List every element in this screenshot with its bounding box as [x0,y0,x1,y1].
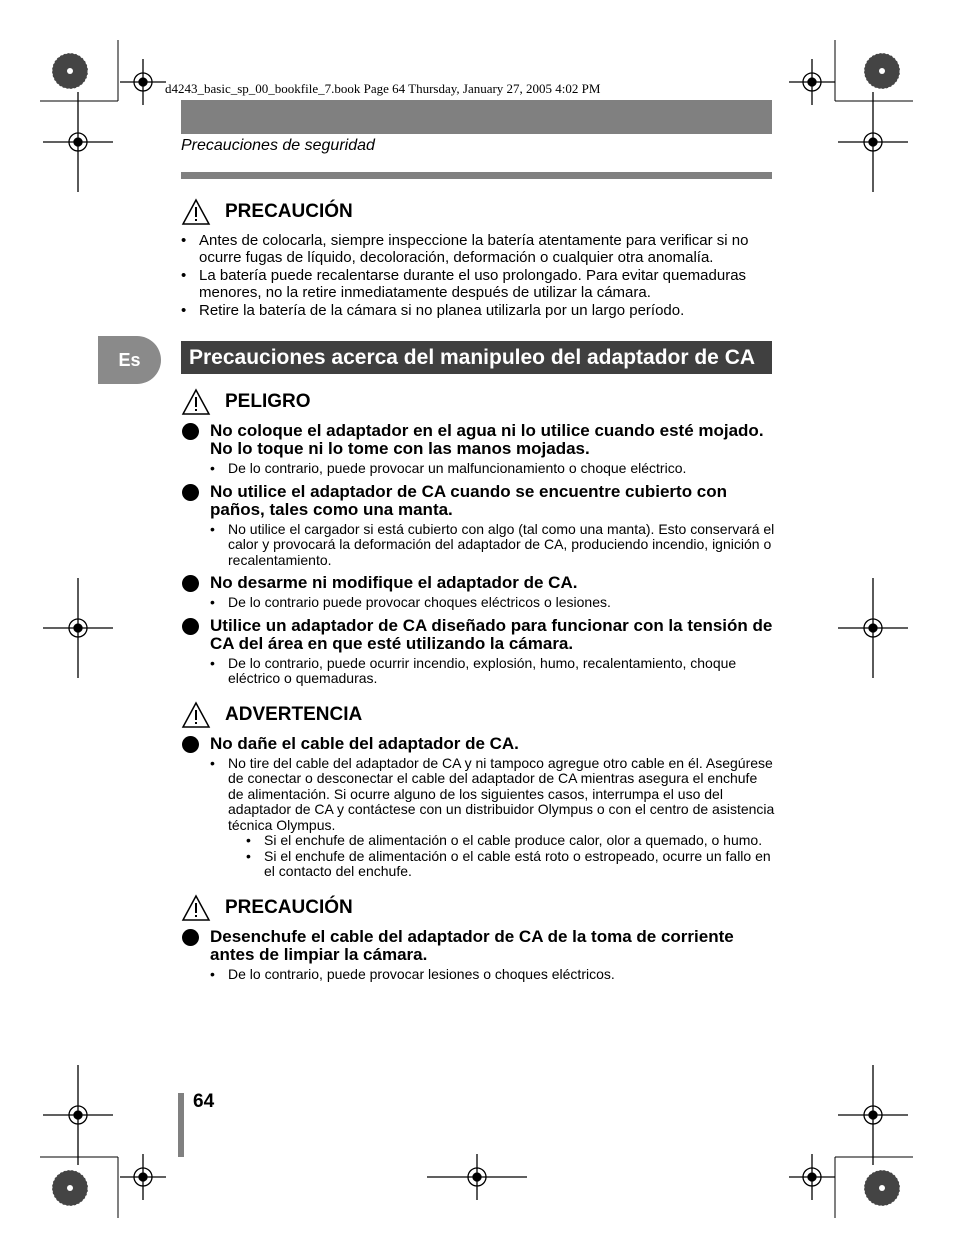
list-item: • Antes de colocarla, siempre inspeccione la batería atentamente para verificar si no ocurre fugas de líquido, decoloración, deformación o cualquier otra anomalía. [181,232,776,266]
danger-title: PELIGRO [225,391,311,412]
adapter-caution-item [181,928,776,964]
warning-title: ADVERTENCIA [225,703,363,725]
adapter-caution-notes [210,967,776,983]
danger-notes [210,656,776,687]
language-tab-label: Es [118,349,141,370]
danger-notes [210,595,776,611]
danger-item-title: No utilice el adaptador de CA cuando se encuentre cubierto con paños, tales como una manta. [210,481,728,519]
bullet-dot-icon [182,484,199,501]
warning-heading [181,699,776,731]
warning-item [181,735,776,753]
list-item: • Si el enchufe de alimentación o el cable está roto o estropeado, ocurre un fallo en el contacto del enchufe. [246,849,776,880]
bullet-dot-icon [182,929,199,946]
language-tab [98,336,161,384]
danger-notes [210,461,776,477]
danger-heading [181,386,776,418]
list-item: • De lo contrario, puede provocar lesiones o choques eléctricos. [210,967,776,983]
danger-item-title: No coloque el adaptador en el agua ni lo utilice cuando esté mojado. No lo toque ni lo tome con las manos mojadas. [210,421,764,458]
list-item: • Si el enchufe de alimentación o el cable produce calor, olor a quemado, o humo. [246,833,776,849]
warning-triangle-icon [181,198,211,226]
section-title: Precauciones acerca del manipuleo del adaptador de CA [181,341,772,374]
warning-triangle-icon [181,388,211,416]
list-item: • Retire la batería de la cámara si no planea utilizarla por un largo período. [181,302,776,319]
list-item: • De lo contrario puede provocar choques eléctricos o lesiones. [210,595,776,611]
danger-item [181,483,776,519]
list-item: • No utilice el cargador si está cubierto con algo (tal como una manta). Esto conservará el calor y provocará la deformación del adaptador de CA, produciendo incendio, ignición o recalentamiento. [210,522,776,569]
adapter-caution-heading [181,892,776,924]
danger-notes [210,522,776,569]
danger-item [181,617,776,653]
adapter-caution-title: PRECAUCIÓN [225,896,353,918]
book-info-line: d4243_basic_sp_00_bookfile_7.book Page 64 Thursday, January 27, 2005 4:02 PM [165,81,601,96]
danger-item [181,422,776,458]
danger-item-title: No desarme ni modifique el adaptador de CA. [210,573,578,592]
bullet-dot-icon [182,575,199,592]
list-item [210,756,776,880]
bullet-dot-icon [182,423,199,440]
bullet-dot-icon [182,618,199,635]
warning-note-text: No tire del cable del adaptador de CA y ni tampoco agregue otro cable en él. Asegúrese de conectar o desconectar el cable del adaptador de CA mientras asegura el enchufe de alimentación. Si ocurre alguno de los siguientes casos, interrumpa el uso del adaptador de CA y contáctese con un distribuidor Olympus o con el centro de asistencia técnica Olympus. [228,754,775,833]
header-bar [181,100,772,134]
running-header: Precauciones de seguridad [181,137,375,154]
danger-item [181,574,776,592]
danger-item-title: Utilice un adaptador de CA diseñado para funcionar con la tensión de CA del área en que esté utilizando la cámara. [210,615,773,653]
warning-triangle-icon [181,701,211,729]
warning-triangle-icon [181,894,211,922]
page-number: 64 [193,1091,215,1112]
warning-subnotes [246,833,776,880]
battery-caution-heading [181,196,776,228]
warning-notes [210,756,776,880]
header-rule [181,172,772,179]
battery-caution-list [181,232,776,319]
list-item: • La batería puede recalentarse durante el uso prolongado. Para evitar quemaduras menores, no la retire inmediatamente después de utilizar la cámara. [181,267,776,301]
adapter-caution-item-title: Desenchufe el cable del adaptador de CA de la toma de corriente antes de limpiar la cámara. [210,926,734,964]
battery-caution-title: PRECAUCIÓN [225,201,353,222]
list-item: • De lo contrario, puede ocurrir incendio, explosión, humo, recalentamiento, choque eléctrico o quemaduras. [210,656,776,687]
page-number-bar [178,1093,184,1157]
main-content [181,196,776,982]
list-item: • De lo contrario, puede provocar un malfuncionamiento o choque eléctrico. [210,461,776,477]
bullet-dot-icon [182,736,199,753]
warning-item-title: No dañe el cable del adaptador de CA. [210,733,519,753]
